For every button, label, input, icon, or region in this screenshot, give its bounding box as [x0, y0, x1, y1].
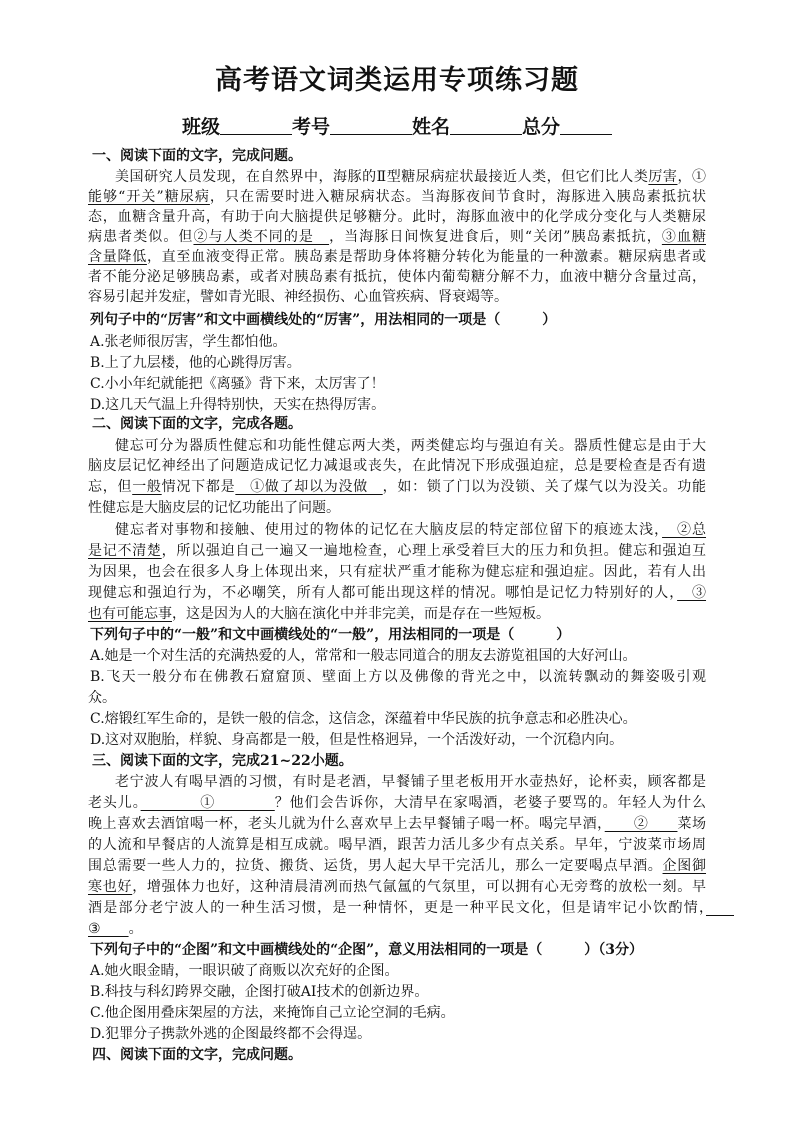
section-1-heading: 一、阅读下面的文字，完成问题。 [92, 148, 302, 164]
s2-option-b-cont: 众。 [88, 690, 116, 706]
s3-p1-line-2: 老头儿。 ① ？他们会告诉你，大清早在家喝酒，老婆子要骂的。年轻人为什么 [88, 795, 707, 811]
s1-option-d[interactable]: D.这几天气温上升得特别快，天实在热得厉害。 [90, 397, 386, 413]
s2-p2-line-5: 也有可能忘事，这是因为人的大脑在演化中并非完美，而是存在一些短板。 [88, 606, 550, 622]
s3-p1-line-6: 寒也好，增强体力也好，这种清晨清冽而热气氤氲的气氛里，可以拥有心无旁骛的放松一刻。早 [88, 879, 707, 895]
s2-option-d[interactable]: D.这对双胞胎，样貌、身高都是一般，但是性格迥异，一个活泼好动，一个沉稳内向。 [90, 732, 624, 748]
s3-question: 下列句子中的“企图”和文中画横线处的“企图”，意义用法相同的一项是（ ）（3分） [90, 942, 643, 958]
s1-p1-line-6: 者不能分泌足够胰岛素，或者对胰岛素有抵抗，使体内葡萄糖分解不力，血液中糖分含量过高， [88, 269, 706, 285]
s3-option-b[interactable]: B.科技与科幻跨界交融，企图打破AI技术的创新边界。 [90, 984, 429, 1000]
s3-option-a[interactable]: A.她火眼金睛，一眼识破了商贩以次充好的企图。 [90, 963, 399, 979]
s3-p1-line-8: ③ 。 [88, 921, 143, 937]
s2-option-a[interactable]: A.她是一个对生活的充满热爱的人，常常和一般志同道合的朋友去游览祖国的大好河山。 [90, 648, 637, 664]
exam-no-label: 考号 [291, 116, 330, 138]
s1-option-b[interactable]: B.上了九层楼，他的心跳得厉害。 [90, 355, 301, 371]
s3-option-d[interactable]: D.犯罪分子携款外逃的企图最终都不会得逞。 [90, 1026, 372, 1042]
section-2-heading: 二、阅读下面的文字，完成各题。 [92, 416, 302, 432]
s1-p1-line-5: 含量降低，直至血液变得正常。胰岛素是帮助身体将糖分转化为能量的一种激素。糖尿病患者或 [88, 249, 707, 265]
s2-p1-line-3: 忘，但一般情况下都是 ①做了却以为没做 ，如：锁了门以为没锁、关了煤气以为没关。功能 [88, 479, 707, 495]
s1-p1-line-2: 能够“开关”糖尿病，只在需要时进入糖尿病状态。当海豚夜间节食时，海豚进入胰岛素抵抗状 [88, 189, 706, 205]
s1-question: 列句子中的“厉害”和文中画横线处的“厉害”，用法相同的一项是（ ） [90, 312, 557, 328]
s3-p1-line-5: 围总需要一些人力的，拉货、搬货、运货，男人起大早干完活儿，那么一定要喝点早酒。企图御 [88, 858, 707, 874]
s3-p1-line-7: 酒是部分老宁波人的一种生活习惯，是一种情怀，更是一种平民文化，但是请牢记小饮酌情， [88, 900, 706, 916]
s2-p2-line-1: 健忘者对事物和接触、使用过的物体的记忆在大脑皮层的特定部位留下的痕迹太浅， ②总 [115, 522, 707, 538]
score-blank[interactable] [560, 116, 612, 135]
s1-p1-line-1: 美国研究人员发现，在自然界中，海豚的Ⅱ型糖尿病症状最接近人类，但它们比人类厉害，① [115, 169, 707, 185]
s2-option-b[interactable]: B.飞天一般分布在佛教石窟窟顶、壁面上方以及佛像的背光之中，以流转飘动的舞姿吸引观 [90, 669, 706, 685]
s2-p2-line-3: 为因果，也会在很多人身上体现出来，只有症状严重才能称为健忘症和强迫症。因此，若有人出 [88, 564, 706, 580]
s2-p2-line-2: 是记不清楚，所以强迫自己一遍又一遍地检查，心理上承受着巨大的压力和负担。健忘和强迫互 [88, 543, 707, 559]
s1-option-c[interactable]: C.小小年纪就能把《离骚》背下来，太厉害了！ [90, 376, 385, 392]
section-3-heading: 三、阅读下面的文字，完成21~22小题。 [92, 753, 353, 769]
class-blank[interactable] [220, 116, 292, 135]
s1-option-a[interactable]: A.张老师很厉害，学生都怕他。 [90, 334, 287, 350]
s3-p1-line-3: 晚上喜欢去酒馆喝一杯，老头儿就为什么喜欢早上去早餐铺子喝一杯。喝完早酒， ② 菜场 [88, 816, 707, 832]
score-label: 总分 [522, 116, 561, 138]
s1-p1-line-4: 病患者类似。但②与人类不同的是 ，当海豚日间恢复进食后，则“关闭”胰岛素抵抗，③血糖 [88, 229, 707, 245]
s2-question: 下列句子中的“一般”和文中画横线处的“一般”，用法相同的一项是（ ） [90, 627, 571, 643]
exam-no-blank[interactable] [330, 116, 412, 135]
s2-option-c[interactable]: C.熔锻红军生命的，是铁一般的信念，这信念，深蕴着中华民族的抗争意志和必胜决心。 [90, 711, 637, 727]
s3-option-c[interactable]: C.他企图用叠床架屋的方法，来掩饰自己立论空洞的毛病。 [90, 1005, 455, 1021]
s1-p1-line-3: 态，血糖含量升高，有助于向大脑提供足够糖分。此时，海豚血液中的化学成分变化与人类糖尿 [88, 209, 706, 225]
section-4-heading: 四、阅读下面的文字，完成问题。 [92, 1047, 302, 1063]
s2-p1-line-1: 健忘可分为器质性健忘和功能性健忘两大类，两类健忘均与强迫有关。器质性健忘是由于大 [115, 438, 706, 454]
class-label: 班级 [181, 116, 220, 138]
s3-p1-line-4: 的人流和早餐店的人流算是相互成就。喝早酒，跟苦力活儿多少有点关系。早年，宁波菜市场周 [88, 837, 706, 853]
student-info-row [0, 112, 794, 139]
name-blank[interactable] [450, 116, 522, 135]
s3-p1-line-1: 老宁波人有喝早酒的习惯，有时是老酒，早餐铺子里老板用开水壶热好，论杯卖，顾客都是 [115, 774, 706, 790]
s2-p1-line-2: 脑皮层记忆神经出了问题造成记忆力减退或丧失，在此情况下形成强迫症，总是要检查是否有遗 [88, 458, 706, 474]
name-label: 姓名 [412, 116, 451, 138]
s2-p2-line-4: 现健忘和强迫行为，不必嘲笑，所有人都可能出现这样的情况。哪怕是记忆力特别好的人， ③ [88, 585, 707, 601]
s1-p1-line-7: 容易引起并发症，譬如青光眼、神经损伤、心血管疾病、肾衰竭等。 [88, 289, 508, 305]
page-title: 高考语文词类运用专项练习题 [215, 65, 579, 96]
s2-p1-line-4: 性健忘是大脑皮层的记忆功能出了问题。 [88, 500, 340, 516]
